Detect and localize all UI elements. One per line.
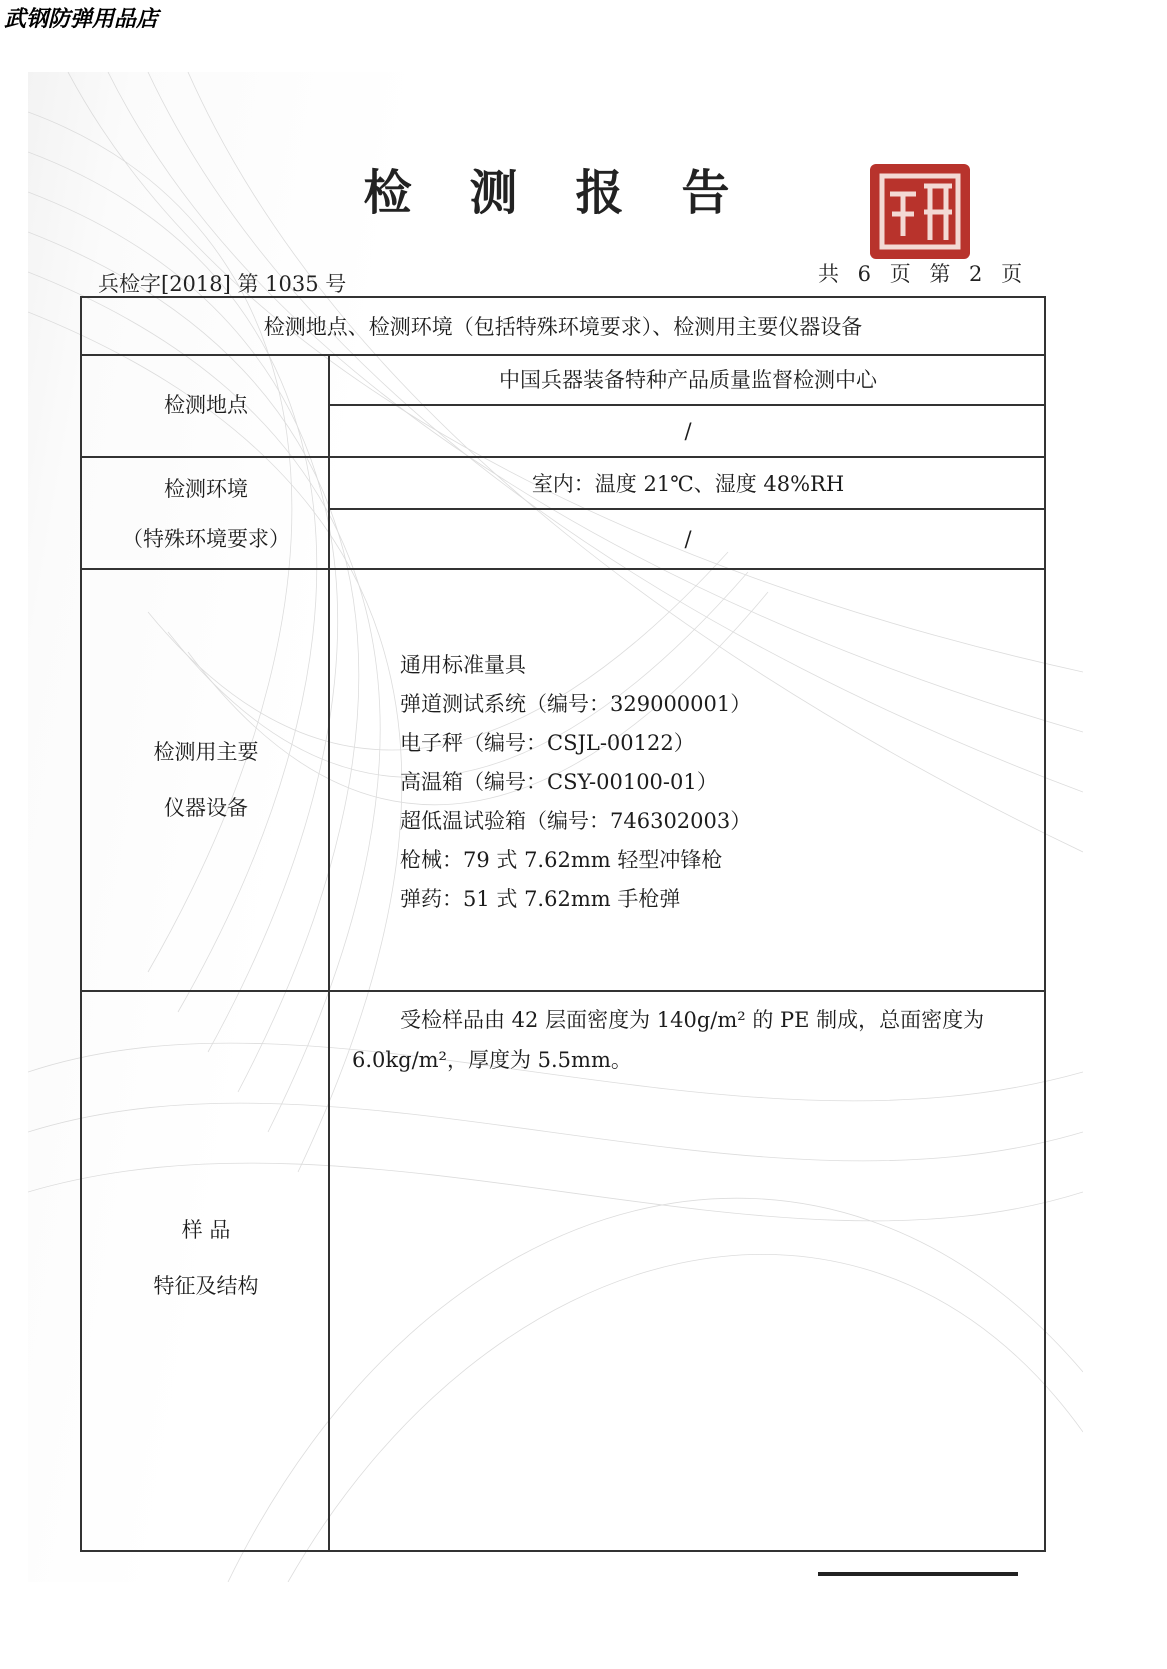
page-count: 共 6 页 第 2 页 [818,262,1029,286]
environment-value: 室内：温度 21℃、湿度 48%RH [531,472,845,496]
sample-description: 受检样品由 42 层面密度为 140g/m² 的 PE 制成，总面密度为 6.0kg/m²，厚度为 5.5mm。 [352,1008,985,1072]
table-header-row: 检测地点、检测环境（包括特殊环境要求）、检测用主要仪器设备 [82,298,1044,356]
equipment-item: 电子秤（编号：CSJL-00122） [400,731,695,755]
equipment-item: 通用标准量具 [400,653,526,677]
report-table [80,296,1046,1552]
location-label-text: 检测地点 [164,393,248,417]
equipment-label [82,570,330,990]
sample-label [82,1078,330,1438]
sample-label-line2: 特征及结构 [153,1274,259,1298]
equipment-list [400,646,751,919]
equipment-item: 高温箱（编号：CSY-00100-01） [400,770,718,794]
environment-extra-value: / [684,527,692,551]
equipment-item: 超低温试验箱（编号：746302003） [400,809,752,833]
sample-label-line1: 样 品 [181,1218,231,1242]
equipment-label-line2: 仪器设备 [164,796,248,820]
document-number: 兵检字[2018] 第 1035 号 [98,272,347,296]
shop-watermark: 武钢防弹用品店 [4,7,159,32]
environment-label [82,458,330,570]
location-extra-value: / [684,419,692,443]
seal-glyph-icon [870,164,970,259]
equipment-item: 枪械：79 式 7.62mm 轻型冲锋枪 [400,848,723,872]
bottom-rule [818,1572,1018,1576]
report-title: 检测报告 [363,165,788,221]
environment-label-line2: （特殊环境要求） [122,527,290,551]
equipment-item: 弹药：51 式 7.62mm 手枪弹 [400,887,681,911]
environment-label-line1: 检测环境 [164,477,248,501]
equipment-bottom-rule [82,990,1046,992]
seal-stamp [870,164,970,259]
report-page [28,72,1083,1582]
location-label [82,354,330,456]
equipment-label-line1: 检测用主要 [153,740,259,764]
equipment-item: 弹道测试系统（编号：329000001） [400,692,752,716]
location-value: 中国兵器装备特种产品质量监督检测中心 [499,368,877,392]
